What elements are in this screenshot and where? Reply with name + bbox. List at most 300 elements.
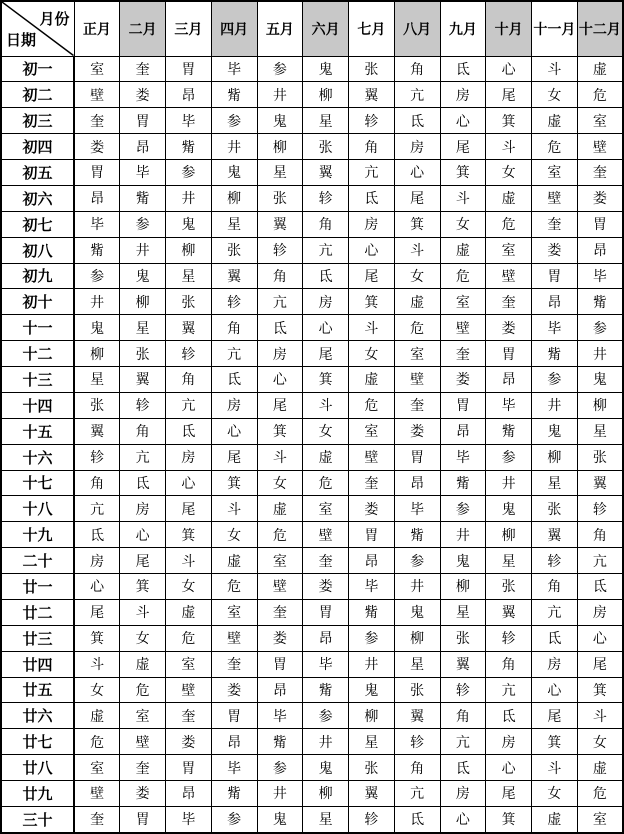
mansion-cell: 虚 (577, 755, 623, 781)
mansion-cell: 氐 (532, 625, 578, 651)
mansion-cell: 房 (74, 548, 120, 574)
mansion-cell: 箕 (532, 729, 578, 755)
mansion-cell: 昂 (577, 237, 623, 263)
mansion-cell: 氐 (349, 185, 395, 211)
day-header: 廿五 (1, 677, 74, 703)
mansion-cell: 奎 (486, 289, 532, 315)
mansion-cell: 胃 (577, 211, 623, 237)
day-header: 二十 (1, 548, 74, 574)
mansion-cell: 觜 (577, 289, 623, 315)
mansion-cell: 尾 (257, 392, 303, 418)
mansion-cell: 亢 (166, 392, 212, 418)
mansion-cell: 箕 (486, 806, 532, 833)
mansion-cell: 箕 (74, 625, 120, 651)
mansion-cell: 参 (257, 755, 303, 781)
mansion-cell: 鬼 (349, 677, 395, 703)
mansion-cell: 胃 (349, 522, 395, 548)
mansion-cell: 柳 (440, 574, 486, 600)
mansion-cell: 觜 (532, 341, 578, 367)
day-header: 廿三 (1, 625, 74, 651)
mansion-cell: 奎 (120, 755, 166, 781)
mansion-cell: 氐 (166, 418, 212, 444)
mansion-cell: 柳 (303, 781, 349, 807)
month-axis-label: 月份 (39, 11, 70, 28)
table-row (1, 599, 623, 625)
mansion-cell: 尾 (577, 651, 623, 677)
day-header: 初四 (1, 134, 74, 160)
mansion-cell: 觜 (349, 599, 395, 625)
mansion-cell: 井 (303, 729, 349, 755)
mansion-cell: 房 (211, 392, 257, 418)
day-header: 廿六 (1, 703, 74, 729)
mansion-cell: 星 (486, 548, 532, 574)
month-header-5: 五月 (257, 1, 303, 56)
mansion-cell: 危 (349, 392, 395, 418)
mansion-cell: 尾 (532, 703, 578, 729)
mansion-cell: 室 (74, 755, 120, 781)
mansion-cell: 翼 (532, 522, 578, 548)
mansion-cell: 氐 (394, 108, 440, 134)
mansion-cell: 柳 (74, 341, 120, 367)
mansion-cell: 女 (257, 470, 303, 496)
mansion-cell: 壁 (120, 729, 166, 755)
table-row (1, 185, 623, 211)
day-header: 初七 (1, 211, 74, 237)
mansion-cell: 尾 (486, 82, 532, 108)
mansion-cell: 张 (211, 237, 257, 263)
mansion-cell: 角 (303, 211, 349, 237)
day-header: 廿九 (1, 781, 74, 807)
mansion-cell: 觜 (166, 134, 212, 160)
mansion-cell: 女 (532, 781, 578, 807)
mansion-cell: 鬼 (303, 755, 349, 781)
mansion-cell: 危 (486, 211, 532, 237)
mansion-cell: 井 (166, 185, 212, 211)
mansion-cell: 张 (120, 341, 166, 367)
mansion-cell: 昂 (486, 367, 532, 393)
mansion-cell: 壁 (486, 263, 532, 289)
mansion-cell: 轸 (532, 548, 578, 574)
mansion-cell: 室 (577, 806, 623, 833)
mansion-cell: 亢 (74, 496, 120, 522)
mansion-cell: 翼 (349, 82, 395, 108)
mansion-cell: 危 (532, 134, 578, 160)
mansion-cell: 鬼 (166, 211, 212, 237)
mansion-cell: 壁 (349, 444, 395, 470)
mansion-cell: 危 (211, 574, 257, 600)
mansion-cell: 箕 (440, 160, 486, 186)
mansion-cell: 昂 (440, 418, 486, 444)
mansion-cell: 星 (211, 211, 257, 237)
mansion-cell: 斗 (211, 496, 257, 522)
mansion-cell: 亢 (440, 729, 486, 755)
mansion-cell: 虚 (303, 444, 349, 470)
day-header: 十五 (1, 418, 74, 444)
mansion-cell: 奎 (303, 548, 349, 574)
mansion-cell: 氐 (486, 703, 532, 729)
mansion-cell: 亢 (303, 237, 349, 263)
mansion-cell: 室 (440, 289, 486, 315)
table-row (1, 341, 623, 367)
mansion-cell: 鬼 (532, 418, 578, 444)
mansion-cell: 鬼 (486, 496, 532, 522)
mansion-cell: 奎 (166, 703, 212, 729)
mansion-cell: 亢 (257, 289, 303, 315)
mansion-cell: 氐 (74, 522, 120, 548)
mansion-cell: 女 (532, 82, 578, 108)
mansion-cell: 尾 (74, 599, 120, 625)
mansion-cell: 鬼 (257, 806, 303, 833)
table-row (1, 781, 623, 807)
day-header: 十一 (1, 315, 74, 341)
mansion-cell: 室 (532, 160, 578, 186)
mansion-cell: 女 (440, 211, 486, 237)
day-header: 初一 (1, 56, 74, 82)
mansion-cell: 参 (120, 211, 166, 237)
mansion-cell: 毕 (440, 444, 486, 470)
mansion-cell: 柳 (394, 625, 440, 651)
day-header: 三十 (1, 806, 74, 833)
mansion-cell: 参 (532, 367, 578, 393)
mansion-cell: 危 (166, 625, 212, 651)
mansion-cell: 柳 (166, 237, 212, 263)
mansion-cell: 胃 (257, 651, 303, 677)
mansion-cell: 胃 (211, 703, 257, 729)
mansion-cell: 张 (257, 185, 303, 211)
mansion-cell: 张 (166, 289, 212, 315)
mansion-cell: 觜 (74, 237, 120, 263)
mansion-cell: 参 (486, 444, 532, 470)
mansion-cell: 女 (486, 160, 532, 186)
mansion-cell: 尾 (440, 134, 486, 160)
mansion-cell: 女 (74, 677, 120, 703)
mansion-cell: 毕 (349, 574, 395, 600)
day-header: 廿二 (1, 599, 74, 625)
mansion-cell: 房 (532, 651, 578, 677)
mansion-cell: 亢 (532, 599, 578, 625)
mansion-cell: 轸 (120, 392, 166, 418)
mansion-cell: 斗 (303, 392, 349, 418)
mansion-cell: 毕 (486, 392, 532, 418)
mansion-cell: 壁 (74, 82, 120, 108)
corner-header-cell (1, 1, 74, 56)
mansion-cell: 女 (394, 263, 440, 289)
mansion-cell: 尾 (394, 185, 440, 211)
mansion-cell: 箕 (394, 211, 440, 237)
mansion-cell: 斗 (257, 444, 303, 470)
mansion-cell: 虚 (394, 289, 440, 315)
mansion-cell: 昂 (394, 470, 440, 496)
mansion-cell: 虚 (120, 651, 166, 677)
mansion-cell: 斗 (577, 703, 623, 729)
mansion-cell: 角 (394, 56, 440, 82)
mansion-cell: 心 (166, 470, 212, 496)
mansion-cell: 胃 (394, 444, 440, 470)
mansion-cell: 张 (74, 392, 120, 418)
mansion-cell: 参 (440, 496, 486, 522)
mansion-cell: 危 (577, 82, 623, 108)
day-header: 初三 (1, 108, 74, 134)
mansion-cell: 危 (303, 470, 349, 496)
mansion-cell: 角 (120, 418, 166, 444)
table-row (1, 729, 623, 755)
month-header-10: 十月 (486, 1, 532, 56)
day-header: 初二 (1, 82, 74, 108)
mansion-cell: 鬼 (257, 108, 303, 134)
mansion-cell: 参 (74, 263, 120, 289)
mansion-cell: 轸 (211, 289, 257, 315)
mansion-cell: 虚 (577, 56, 623, 82)
mansion-cell: 斗 (394, 237, 440, 263)
table-row (1, 134, 623, 160)
mansion-cell: 翼 (440, 651, 486, 677)
mansion-cell: 虚 (532, 806, 578, 833)
mansion-cell: 星 (394, 651, 440, 677)
mansion-cell: 氐 (394, 806, 440, 833)
mansion-cell: 鬼 (74, 315, 120, 341)
mansion-cell: 井 (394, 574, 440, 600)
mansion-cell: 心 (440, 806, 486, 833)
mansion-cell: 井 (74, 289, 120, 315)
mansion-cell: 毕 (303, 651, 349, 677)
mansion-cell: 翼 (257, 211, 303, 237)
mansion-cell: 毕 (532, 315, 578, 341)
mansion-cell: 昂 (74, 185, 120, 211)
mansion-cell: 斗 (440, 185, 486, 211)
table-row (1, 496, 623, 522)
table-row (1, 677, 623, 703)
mansion-cell: 斗 (532, 755, 578, 781)
mansion-cell: 虚 (74, 703, 120, 729)
mansion-cell: 张 (394, 677, 440, 703)
mansion-cell: 胃 (120, 108, 166, 134)
mansion-cell: 觜 (303, 677, 349, 703)
mansion-cell: 危 (74, 729, 120, 755)
day-header: 廿七 (1, 729, 74, 755)
table-row (1, 56, 623, 82)
table-row (1, 289, 623, 315)
mansion-cell: 参 (257, 56, 303, 82)
mansion-cell: 轸 (394, 729, 440, 755)
mansion-cell: 危 (120, 677, 166, 703)
table-row (1, 651, 623, 677)
mansion-cell: 奎 (74, 108, 120, 134)
table-row (1, 315, 623, 341)
mansion-cell: 鬼 (303, 56, 349, 82)
mansion-cell: 翼 (120, 367, 166, 393)
mansion-cell: 柳 (211, 185, 257, 211)
mansion-cell: 奎 (120, 56, 166, 82)
mansion-cell: 张 (349, 755, 395, 781)
day-header: 初九 (1, 263, 74, 289)
mansion-cell: 箕 (257, 418, 303, 444)
day-header: 廿四 (1, 651, 74, 677)
mansion-cell: 翼 (166, 315, 212, 341)
mansion-cell: 壁 (211, 625, 257, 651)
mansion-cell: 鬼 (440, 548, 486, 574)
mansion-cell: 亢 (211, 341, 257, 367)
mansion-cell: 箕 (120, 574, 166, 600)
mansion-cell: 鬼 (120, 263, 166, 289)
mansion-cell: 虚 (486, 185, 532, 211)
mansion-cell: 虚 (257, 496, 303, 522)
mansion-cell: 亢 (486, 677, 532, 703)
mansion-cell: 娄 (120, 781, 166, 807)
mansion-cell: 氐 (303, 263, 349, 289)
mansion-cell: 毕 (166, 108, 212, 134)
mansion-cell: 女 (349, 341, 395, 367)
mansion-cell: 氐 (211, 367, 257, 393)
mansion-cell: 胃 (166, 755, 212, 781)
mansion-cell: 井 (532, 392, 578, 418)
mansion-cell: 张 (486, 574, 532, 600)
mansion-cell: 轸 (486, 625, 532, 651)
mansion-cell: 亢 (349, 160, 395, 186)
mansion-cell: 亢 (394, 82, 440, 108)
table-row (1, 574, 623, 600)
mansion-cell: 柳 (349, 703, 395, 729)
month-header-8: 八月 (394, 1, 440, 56)
mansion-cell: 昂 (166, 781, 212, 807)
mansion-cell: 壁 (166, 677, 212, 703)
mansion-cell: 毕 (74, 211, 120, 237)
mansion-cell: 翼 (211, 263, 257, 289)
mansion-cell: 心 (394, 160, 440, 186)
day-header: 十七 (1, 470, 74, 496)
mansion-cell: 娄 (349, 496, 395, 522)
mansion-cell: 角 (166, 367, 212, 393)
mansion-cell: 觜 (257, 729, 303, 755)
table-row (1, 108, 623, 134)
mansion-cell: 昂 (211, 729, 257, 755)
mansion-cell: 轸 (166, 341, 212, 367)
mansion-cell: 翼 (577, 470, 623, 496)
mansion-cell: 翼 (349, 781, 395, 807)
mansion-cell: 女 (303, 418, 349, 444)
mansion-cell: 壁 (440, 315, 486, 341)
mansion-cell: 壁 (577, 134, 623, 160)
mansion-cell: 胃 (303, 599, 349, 625)
month-header-4: 四月 (211, 1, 257, 56)
day-header: 初十 (1, 289, 74, 315)
mansion-cell: 心 (577, 625, 623, 651)
mansion-cell: 角 (440, 703, 486, 729)
mansion-cell: 亢 (394, 781, 440, 807)
mansion-cell: 壁 (303, 522, 349, 548)
day-header: 廿一 (1, 574, 74, 600)
mansion-cell: 壁 (74, 781, 120, 807)
mansion-cell: 觜 (211, 82, 257, 108)
mansion-cell: 角 (211, 315, 257, 341)
mansion-cell: 角 (257, 263, 303, 289)
mansion-cell: 星 (532, 470, 578, 496)
mansion-cell: 柳 (257, 134, 303, 160)
mansion-cell: 娄 (120, 82, 166, 108)
mansion-cell: 尾 (166, 496, 212, 522)
day-header: 初六 (1, 185, 74, 211)
mansion-cell: 房 (120, 496, 166, 522)
mansion-cell: 箕 (303, 367, 349, 393)
mansion-cell: 井 (440, 522, 486, 548)
mansion-cell: 角 (349, 134, 395, 160)
month-header-6: 六月 (303, 1, 349, 56)
mansion-cell: 斗 (166, 548, 212, 574)
mansion-cell: 星 (349, 729, 395, 755)
mansion-cell: 心 (532, 677, 578, 703)
mansion-cell: 室 (486, 237, 532, 263)
mansion-cell: 毕 (257, 703, 303, 729)
month-header-2: 二月 (120, 1, 166, 56)
mansion-cell: 轸 (303, 185, 349, 211)
mansion-cell: 尾 (120, 548, 166, 574)
mansion-cell: 斗 (120, 599, 166, 625)
month-header-12: 十二月 (577, 1, 623, 56)
mansion-cell: 奎 (394, 392, 440, 418)
mansion-cell: 女 (211, 522, 257, 548)
mansion-cell: 危 (394, 315, 440, 341)
table-row (1, 211, 623, 237)
mansion-cell: 轸 (349, 806, 395, 833)
mansion-cell: 毕 (120, 160, 166, 186)
mansion-cell: 斗 (74, 651, 120, 677)
mansion-cell: 房 (440, 781, 486, 807)
mansion-cell: 柳 (303, 82, 349, 108)
day-header: 初八 (1, 237, 74, 263)
table-row (1, 418, 623, 444)
table-row (1, 625, 623, 651)
month-header-7: 七月 (349, 1, 395, 56)
mansion-cell: 昂 (532, 289, 578, 315)
mansion-cell: 昂 (166, 82, 212, 108)
table-row (1, 548, 623, 574)
mansion-cell: 女 (166, 574, 212, 600)
mansion-cell: 尾 (211, 444, 257, 470)
month-header-9: 九月 (440, 1, 486, 56)
mansion-cell: 心 (74, 574, 120, 600)
mansion-cell: 箕 (577, 677, 623, 703)
mansion-cell: 鬼 (577, 367, 623, 393)
mansion-cell: 胃 (532, 263, 578, 289)
mansion-cell: 房 (349, 211, 395, 237)
mansion-cell: 虚 (532, 108, 578, 134)
mansion-cell: 井 (257, 781, 303, 807)
table-row (1, 755, 623, 781)
mansion-cell: 心 (257, 367, 303, 393)
day-header: 十四 (1, 392, 74, 418)
mansion-cell: 参 (211, 806, 257, 833)
mansion-cell: 室 (303, 496, 349, 522)
mansion-cell: 觜 (394, 522, 440, 548)
mansion-cell: 尾 (486, 781, 532, 807)
table-row (1, 263, 623, 289)
mansion-cell: 翼 (303, 160, 349, 186)
mansion-cell: 参 (577, 315, 623, 341)
mansion-cell: 毕 (166, 806, 212, 833)
mansion-cell: 心 (349, 237, 395, 263)
mansion-cell: 胃 (74, 160, 120, 186)
mansion-cell: 参 (394, 548, 440, 574)
mansion-table-body (1, 56, 623, 833)
mansion-cell: 井 (211, 134, 257, 160)
mansion-cell: 亢 (120, 444, 166, 470)
mansion-cell: 虚 (440, 237, 486, 263)
mansion-cell: 参 (166, 160, 212, 186)
mansion-cell: 觜 (211, 781, 257, 807)
mansion-cell: 危 (257, 522, 303, 548)
mansion-cell: 张 (349, 56, 395, 82)
mansion-cell: 昂 (303, 625, 349, 651)
mansion-cell: 箕 (349, 289, 395, 315)
